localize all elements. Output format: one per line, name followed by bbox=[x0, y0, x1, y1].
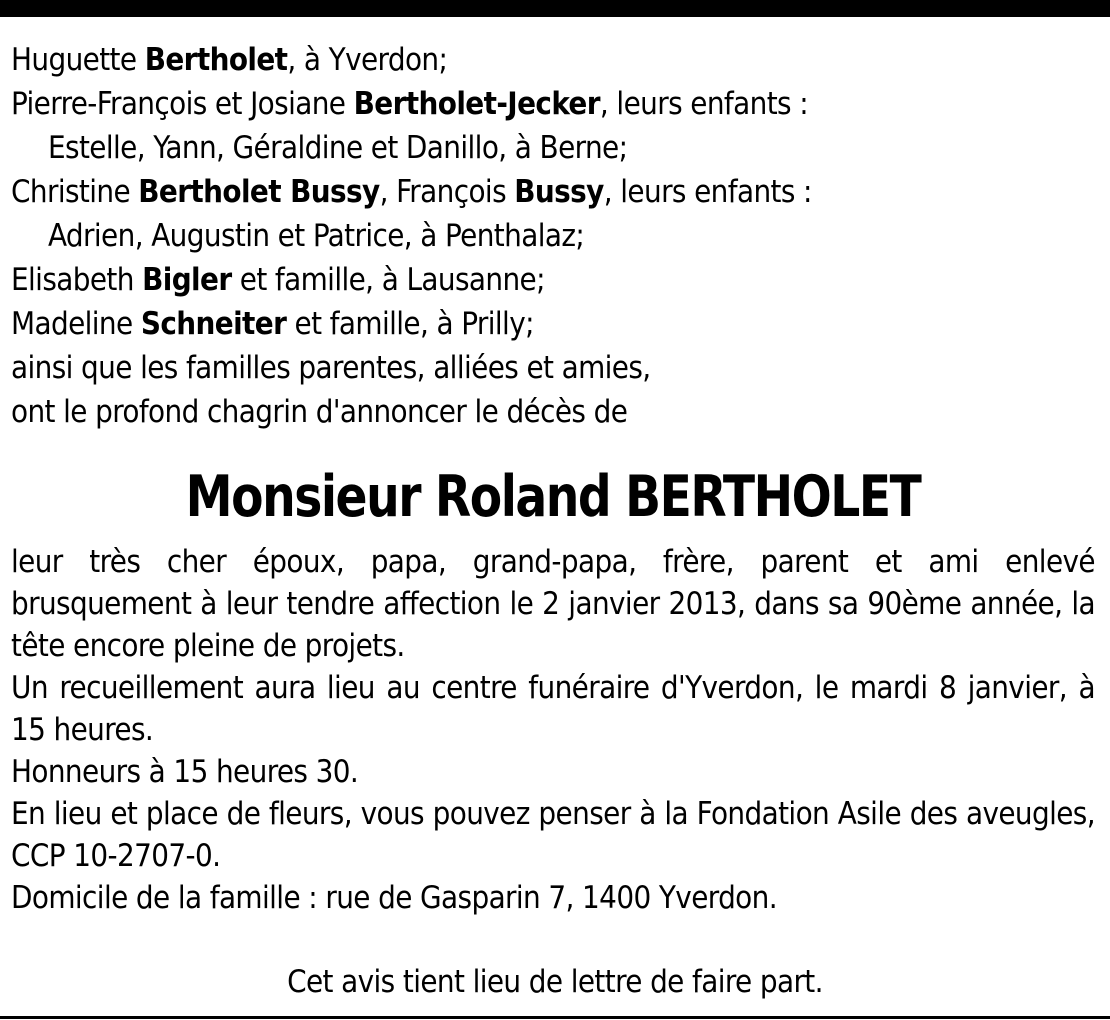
mourner-surname: Bertholet bbox=[144, 42, 288, 78]
mourner-text: Elisabeth bbox=[11, 262, 143, 298]
notice-details bbox=[11, 541, 1095, 919]
top-border-bar bbox=[0, 0, 1110, 17]
detail-paragraph: Honneurs à 15 heures 30. bbox=[11, 754, 359, 790]
mourners-list bbox=[11, 38, 1095, 434]
mourner-children-line bbox=[11, 126, 1095, 170]
mourner-surname: Bigler bbox=[142, 262, 232, 298]
footer-note: Cet avis tient lieu de lettre de faire part. bbox=[287, 964, 823, 1000]
announcement-text: ont le profond chagrin d'annoncer le décès de bbox=[11, 394, 628, 430]
mourner-line bbox=[11, 170, 1095, 214]
mourner-text: Estelle, Yann, Géraldine et Danillo, à Berne; bbox=[48, 130, 628, 166]
mourner-text: Pierre-François et Josiane bbox=[11, 86, 354, 122]
mourner-text: , François bbox=[379, 174, 515, 210]
mourner-text: , leurs enfants : bbox=[603, 174, 812, 210]
mourner-surname: Schneiter bbox=[140, 306, 287, 342]
detail-paragraph: Un recueillement aura lieu au centre funéraire d'Yverdon, le mardi 8 janvier, à 15 heures. bbox=[11, 670, 1095, 748]
mourner-surname: Bertholet Bussy bbox=[138, 174, 380, 210]
mourner-text: ainsi que les familles parentes, alliées et amies, bbox=[11, 350, 651, 386]
mourner-text: et famille, à Prilly; bbox=[286, 306, 534, 342]
mourner-surname: Bertholet-Jecker bbox=[353, 86, 600, 122]
mourner-text: Christine bbox=[11, 174, 139, 210]
detail-paragraph: leur très cher époux, papa, grand-papa, frère, parent et ami enlevé brusquement à leur tendre affection le 2 janvier 2013, dans sa 90ème année, la tête encore pleine de projets. bbox=[11, 544, 1095, 664]
announcement-line bbox=[11, 390, 1095, 434]
mourner-text: Adrien, Augustin et Patrice, à Penthalaz; bbox=[48, 218, 585, 254]
mourner-line bbox=[11, 346, 1095, 390]
bottom-border-rule bbox=[0, 1016, 1110, 1019]
mourner-line bbox=[11, 38, 1095, 82]
death-notice bbox=[11, 38, 1095, 919]
mourner-text: Huguette bbox=[11, 42, 145, 78]
mourner-children-line bbox=[11, 214, 1095, 258]
detail-paragraph: Domicile de la famille : rue de Gasparin 7, 1400 Yverdon. bbox=[11, 880, 777, 916]
mourner-surname: Bussy bbox=[514, 174, 604, 210]
detail-paragraph: En lieu et place de fleurs, vous pouvez penser à la Fondation Asile des aveugles, CCP 10-2707-0. bbox=[11, 796, 1095, 874]
mourner-text: , à Yverdon; bbox=[287, 42, 448, 78]
deceased-name: Monsieur Roland BERTHOLET bbox=[185, 464, 921, 530]
mourner-line bbox=[11, 302, 1095, 346]
mourner-text: et famille, à Lausanne; bbox=[231, 262, 545, 298]
mourner-text: , leurs enfants : bbox=[599, 86, 809, 122]
mourner-line bbox=[11, 258, 1095, 302]
mourner-line bbox=[11, 82, 1095, 126]
mourner-text: Madeline bbox=[11, 306, 141, 342]
